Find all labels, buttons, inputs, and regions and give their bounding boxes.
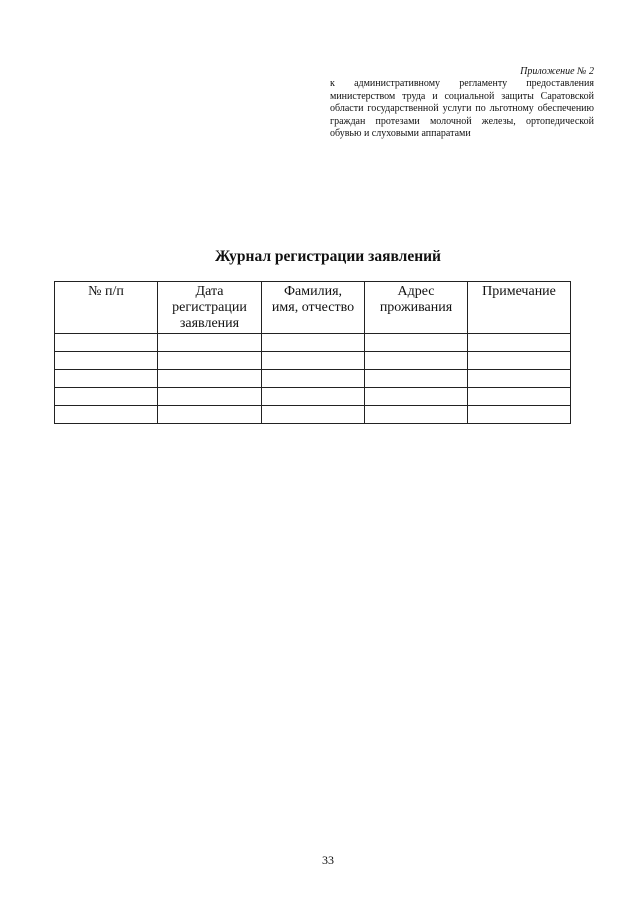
header-line: Адрес bbox=[397, 284, 435, 299]
table-cell bbox=[158, 406, 262, 424]
header-line: заявления bbox=[179, 316, 240, 331]
table-cell bbox=[468, 388, 571, 406]
table-cell bbox=[468, 352, 571, 370]
journal-title: Журнал регистрации заявлений bbox=[215, 248, 441, 265]
table-body bbox=[55, 334, 571, 424]
table-cell bbox=[468, 334, 571, 352]
table-cell bbox=[468, 406, 571, 424]
column-header-address bbox=[365, 282, 468, 334]
table-cell bbox=[55, 406, 158, 424]
table-cell bbox=[262, 370, 365, 388]
table-cell bbox=[158, 370, 262, 388]
header-line: проживания bbox=[379, 300, 453, 315]
header-line: Фамилия, bbox=[283, 284, 343, 299]
table-row bbox=[55, 334, 571, 352]
page-number: 33 bbox=[322, 853, 334, 867]
table-cell bbox=[158, 388, 262, 406]
appendix-title: Приложение № 2 bbox=[520, 66, 594, 77]
column-header-number bbox=[55, 282, 158, 334]
table-row bbox=[55, 406, 571, 424]
table-row bbox=[55, 352, 571, 370]
header-line: имя, отчество bbox=[271, 300, 355, 315]
header-line: № п/п bbox=[88, 284, 124, 299]
table-cell bbox=[365, 406, 468, 424]
table-cell bbox=[55, 334, 158, 352]
table-cell bbox=[158, 334, 262, 352]
table-cell bbox=[55, 370, 158, 388]
table-cell bbox=[365, 388, 468, 406]
column-header-date bbox=[158, 282, 262, 334]
table-cell bbox=[365, 334, 468, 352]
column-header-note bbox=[468, 282, 571, 334]
table-row bbox=[55, 370, 571, 388]
registration-journal-table bbox=[54, 281, 571, 424]
table-cell bbox=[365, 352, 468, 370]
table-cell bbox=[55, 388, 158, 406]
table-cell bbox=[262, 406, 365, 424]
table-cell bbox=[158, 352, 262, 370]
column-header-name bbox=[262, 282, 365, 334]
appendix-text: к административному регламенту предоставления министерством труда и социальной защиты Саратовской области государственной услуги по льготному обеспечению граждан протезами молочной железы, ортопедической обувью и слуховыми аппаратами bbox=[330, 78, 594, 139]
table-row bbox=[55, 388, 571, 406]
header-line: регистрации bbox=[172, 300, 247, 315]
table-cell bbox=[365, 370, 468, 388]
table-cell bbox=[468, 370, 571, 388]
header-line: Примечание bbox=[482, 284, 556, 299]
header-line: Дата bbox=[195, 284, 224, 299]
table-header-row bbox=[55, 282, 571, 334]
table-cell bbox=[262, 352, 365, 370]
table-cell bbox=[262, 334, 365, 352]
table-cell bbox=[55, 352, 158, 370]
table-cell bbox=[262, 388, 365, 406]
